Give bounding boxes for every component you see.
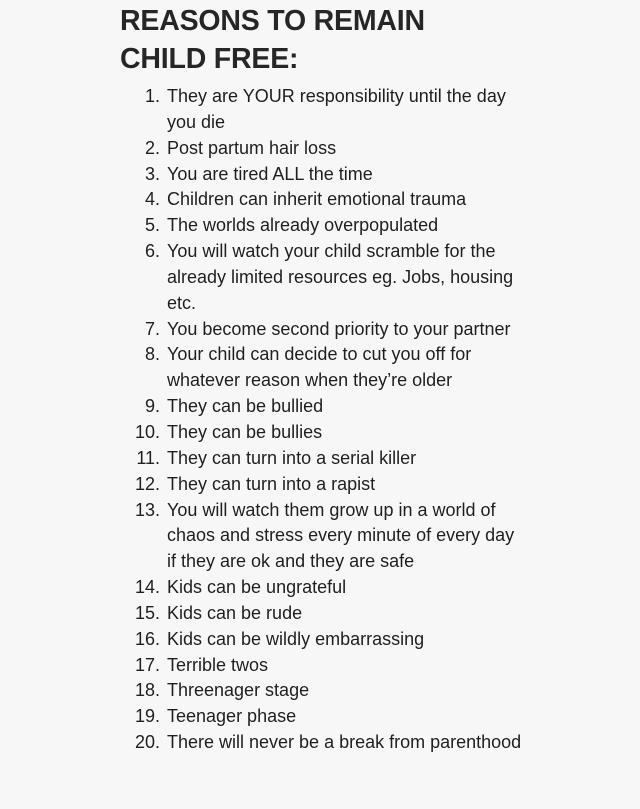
list-item: [120, 213, 620, 239]
item-number: 8.: [144, 344, 160, 365]
item-text: They can be bullied: [167, 396, 324, 417]
list-item: [120, 730, 620, 756]
item-text: Teenager phase: [167, 706, 297, 727]
item-number: 19.: [134, 706, 160, 727]
item-number: 20.: [134, 732, 160, 753]
item-text: You will watch your child scramble for the already limited resources eg. Jobs, housing etc.: [167, 241, 514, 313]
list-item: [120, 601, 620, 627]
item-number: 12.: [134, 473, 160, 494]
item-number: 9.: [144, 396, 160, 417]
item-number: 11.: [136, 447, 160, 468]
item-text: You will watch them grow up in a world of chaos and stress every minute of every day if they are ok and they are safe: [167, 499, 515, 572]
list-item: [120, 678, 620, 704]
list-item: [120, 627, 620, 653]
item-text: Threenager stage: [167, 680, 310, 701]
item-text: They can be bullies: [167, 421, 323, 442]
list-item: [120, 239, 620, 317]
item-number: 7.: [144, 318, 160, 339]
list-item: [120, 136, 620, 162]
title-line-2: CHILD FREE:: [120, 43, 299, 75]
reasons-list: [120, 84, 620, 756]
item-text: They are YOUR responsibility until the day you die: [167, 86, 506, 132]
list-item: [120, 187, 620, 213]
page-title: [120, 2, 620, 78]
item-number: 18.: [134, 680, 160, 701]
item-number: 16.: [134, 628, 160, 649]
list-item: [120, 342, 620, 394]
item-text: You are tired ALL the time: [167, 163, 373, 184]
item-number: 5.: [144, 215, 160, 236]
item-number: 6.: [144, 241, 160, 262]
item-number: 17.: [134, 654, 160, 675]
list-item: [120, 704, 620, 730]
list-item: [120, 575, 620, 601]
item-text: You become second priority to your partner: [167, 318, 511, 339]
item-text: Post partum hair loss: [167, 137, 337, 158]
item-text: Terrible twos: [167, 654, 269, 675]
list-item: [120, 420, 620, 446]
item-number: 2.: [144, 137, 160, 158]
list-item: [120, 653, 620, 679]
item-number: 10.: [134, 421, 160, 442]
item-text: Kids can be wildly embarrassing: [167, 628, 425, 649]
item-text: There will never be a break from parenthood: [167, 732, 522, 753]
item-number: 13.: [134, 499, 160, 520]
list-item: [120, 498, 620, 576]
item-text: The worlds already overpopulated: [167, 215, 439, 236]
item-number: 4.: [144, 189, 160, 210]
item-number: 14.: [134, 577, 160, 598]
title-line-1: REASONS TO REMAIN: [120, 5, 425, 37]
list-item: [120, 162, 620, 188]
item-text: Your child can decide to cut you off for whatever reason when they’re older: [167, 344, 472, 391]
list-item: [120, 84, 620, 136]
item-text: Children can inherit emotional trauma: [167, 189, 467, 210]
item-text: Kids can be rude: [167, 602, 303, 623]
item-text: They can turn into a rapist: [167, 473, 376, 494]
item-number: 15.: [134, 602, 160, 623]
list-item: [120, 394, 620, 420]
item-text: They can turn into a serial killer: [167, 447, 417, 468]
list-item: [120, 446, 620, 472]
list-item: [120, 317, 620, 343]
item-number: 3.: [144, 163, 160, 184]
item-text: Kids can be ungrateful: [167, 577, 347, 598]
item-number: 1.: [144, 86, 160, 106]
list-item: [120, 472, 620, 498]
